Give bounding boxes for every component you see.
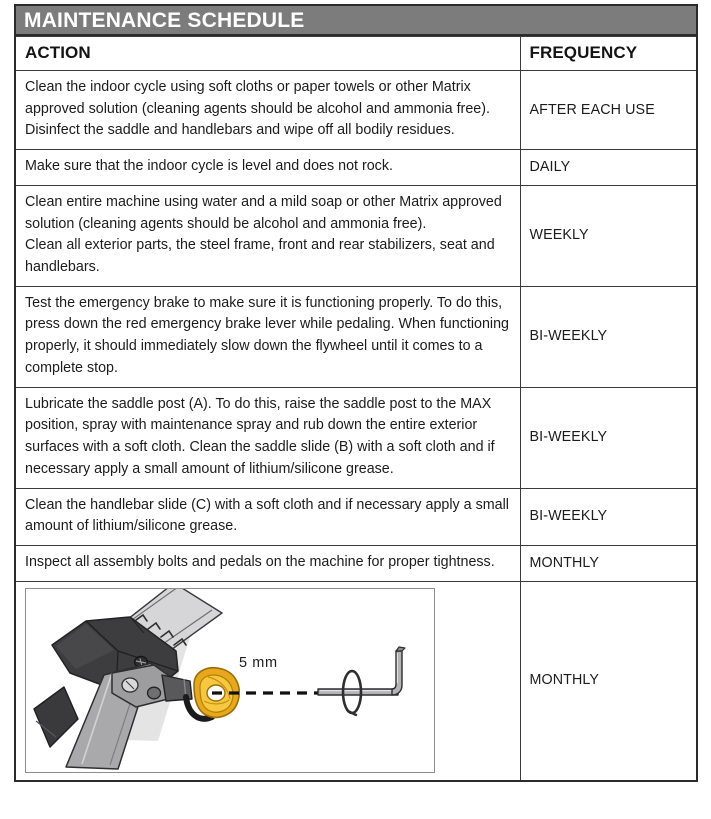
frequency-cell: BI-WEEKLY — [520, 488, 696, 545]
frequency-cell: AFTER EACH USE — [520, 71, 696, 150]
table-row — [16, 488, 696, 545]
table-row — [16, 387, 696, 488]
action-paragraph: Clean entire machine using water and a mild soap or other Matrix approved solution (cleaning agents should be alcohol and ammonia free). — [25, 193, 502, 232]
action-paragraph: Clean all exterior parts, the steel frame, front and rear stabilizers, seat and handlebars. — [25, 237, 495, 276]
column-header-action: ACTION — [16, 37, 520, 71]
table-row — [16, 71, 696, 150]
maintenance-schedule-table-container — [14, 4, 698, 782]
hex-key-size-label: 5 mm — [239, 654, 278, 671]
table-header — [16, 37, 696, 71]
column-header-frequency: FREQUENCY — [520, 37, 696, 71]
action-cell — [16, 286, 520, 387]
table-body — [16, 71, 696, 780]
action-cell — [16, 545, 520, 581]
action-cell-illustration — [16, 581, 520, 780]
action-cell — [16, 488, 520, 545]
table-row — [16, 150, 696, 186]
table-row — [16, 185, 696, 286]
frequency-cell: WEEKLY — [520, 185, 696, 286]
diagram-svg — [26, 589, 434, 772]
action-paragraph: Make sure that the indoor cycle is level and does not rock. — [25, 158, 393, 175]
action-paragraph: Inspect all assembly bolts and pedals on the machine for proper tightness. — [25, 553, 495, 570]
action-paragraph: Test the emergency brake to make sure it is functioning properly. To do this, press down the red emergency brake lever while pedaling. When functioning properly, it should immediately slow down the flywheel until it comes to a complete stop. — [25, 294, 509, 376]
frequency-cell: MONTHLY — [520, 581, 696, 780]
action-cell — [16, 150, 520, 186]
table-row — [16, 545, 696, 581]
frequency-cell: BI-WEEKLY — [520, 387, 696, 488]
frequency-cell: BI-WEEKLY — [520, 286, 696, 387]
table-row — [16, 286, 696, 387]
action-paragraph: Clean the handlebar slide (C) with a soft cloth and if necessary apply a small amount of lithium/silicone grease. — [25, 496, 509, 535]
page-title: MAINTENANCE SCHEDULE — [24, 8, 305, 32]
action-cell — [16, 387, 520, 488]
table-title-bar — [16, 6, 696, 36]
action-paragraph: Lubricate the saddle post (A). To do this, raise the saddle post to the MAX position, spray with maintenance spray and rub down the entire exterior surfaces with a soft cloth. Clean the saddle slide (B) with a soft cloth and if necessary apply a small amount of lithium/silicone grease. — [25, 395, 495, 477]
saddle-post-adjustment-diagram — [25, 588, 435, 773]
table-row-illustration — [16, 581, 696, 780]
frequency-cell: DAILY — [520, 150, 696, 186]
header-row — [16, 37, 696, 71]
action-cell — [16, 71, 520, 150]
frequency-cell: MONTHLY — [520, 545, 696, 581]
hex-key-5mm — [318, 647, 405, 715]
action-paragraph: Clean the indoor cycle using soft cloths or paper towels or other Matrix approved solution (cleaning agents should be alcohol and ammonia free). Disinfect the saddle and handlebars and wipe off all bodily residues. — [25, 79, 490, 139]
action-cell — [16, 185, 520, 286]
maintenance-schedule-table — [16, 36, 696, 780]
